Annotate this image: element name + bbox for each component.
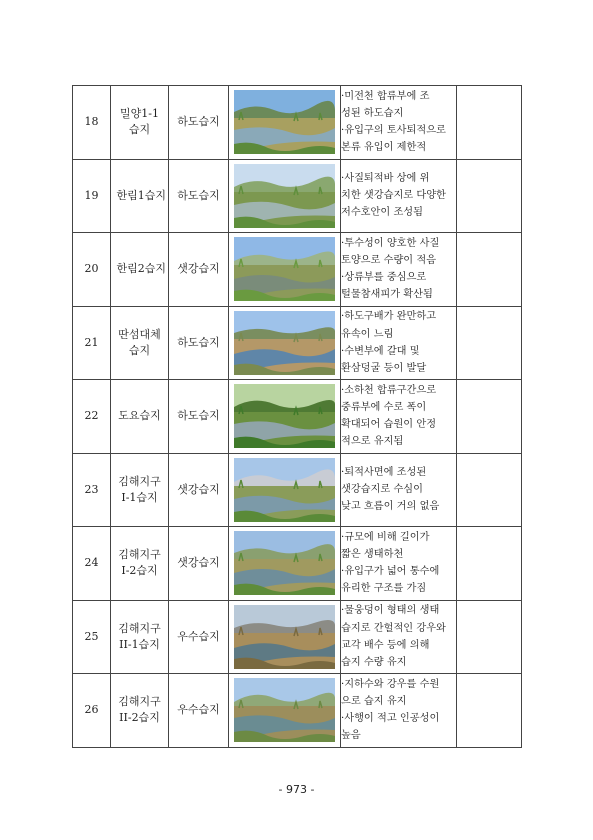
description-line: ·소하천 합류구간으로 — [341, 384, 437, 396]
wetland-name: 김해지구 I-2습지 — [118, 548, 161, 578]
description-line: 본류 유입이 제한적 — [341, 142, 427, 154]
wetland-photo — [234, 237, 335, 301]
description-line: 으로 습지 유지 — [341, 696, 407, 708]
description-line: 환삼덩굴 등이 발달 — [341, 362, 427, 374]
description-line: 샛강습지로 수심이 — [341, 484, 423, 496]
wetland-name: 한림1습지 — [116, 188, 167, 202]
description-line: 치한 샛강습지로 다양한 — [341, 190, 446, 202]
description-line: ·상류부를 중심으로 — [341, 272, 427, 284]
empty-cell — [457, 527, 522, 601]
table-row — [73, 306, 522, 380]
row-number: 20 — [73, 233, 111, 307]
row-number: 24 — [73, 527, 111, 601]
wetland-description — [341, 527, 457, 601]
description-line: ·유입구의 토사퇴적으로 — [341, 125, 446, 137]
description-line: ·미전천 합류부에 조 — [341, 90, 430, 102]
description-line: 높음 — [341, 730, 361, 742]
empty-cell — [457, 233, 522, 307]
description-line: 중류부에 수로 폭이 — [341, 402, 427, 414]
description-line: ·하도구배가 완만하고 — [341, 311, 437, 323]
wetland-description — [341, 453, 457, 527]
wetland-type: 우수습지 — [169, 674, 229, 748]
table-row — [73, 159, 522, 233]
empty-cell — [457, 600, 522, 674]
wetland-description — [341, 306, 457, 380]
wetland-description — [341, 233, 457, 307]
wetland-name: 김해지구 II-2습지 — [118, 695, 161, 725]
empty-cell — [457, 86, 522, 160]
row-number: 18 — [73, 86, 111, 160]
wetland-type: 샛강습지 — [169, 233, 229, 307]
wetland-type: 우수습지 — [169, 600, 229, 674]
wetland-photo — [234, 605, 335, 669]
description-line: ·투수성이 양호한 사질 — [341, 237, 440, 249]
wetland-photo — [234, 311, 335, 375]
table-row — [73, 674, 522, 748]
description-line: ·사질퇴적바 상에 위 — [341, 172, 430, 184]
description-line: 짧은 생태하천 — [341, 549, 404, 561]
row-number: 26 — [73, 674, 111, 748]
wetland-description — [341, 674, 457, 748]
description-line: 토양으로 수량이 적음 — [341, 255, 437, 267]
wetland-photo — [234, 678, 335, 742]
wetland-photo — [234, 384, 335, 448]
wetland-photo — [234, 531, 335, 595]
wetland-type: 하도습지 — [169, 86, 229, 160]
table-row — [73, 233, 522, 307]
wetland-type: 샛강습지 — [169, 453, 229, 527]
wetland-description — [341, 600, 457, 674]
description-line: ·유입구가 넓어 통수에 — [341, 566, 440, 578]
description-line: 낮고 흐름이 거의 없음 — [341, 501, 440, 513]
table-row — [73, 380, 522, 454]
table-row — [73, 600, 522, 674]
empty-cell — [457, 159, 522, 233]
description-line: 성된 하도습지 — [341, 108, 404, 120]
empty-cell — [457, 380, 522, 454]
description-line: 유리한 구조를 가짐 — [341, 583, 427, 595]
row-number: 25 — [73, 600, 111, 674]
description-line: ·규모에 비해 길이가 — [341, 531, 430, 543]
wetland-name: 딴섬대체 습지 — [118, 327, 161, 357]
description-line: ·수변부에 갈대 및 — [341, 345, 420, 357]
wetland-type: 하도습지 — [169, 306, 229, 380]
wetland-name: 도요습지 — [118, 409, 161, 423]
wetland-table — [72, 85, 522, 748]
description-line: 습지로 간헐적인 강우와 — [341, 622, 446, 634]
row-number: 19 — [73, 159, 111, 233]
wetland-name: 김해지구 II-1습지 — [118, 621, 161, 651]
description-line: 털물참새피가 확산됨 — [341, 289, 433, 301]
description-line: 저수호안이 조성됨 — [341, 207, 423, 219]
empty-cell — [457, 453, 522, 527]
wetland-description — [341, 159, 457, 233]
description-line: 적으로 유지됨 — [341, 436, 404, 448]
wetland-photo — [234, 164, 335, 228]
description-line: ·물웅덩이 형태의 생태 — [341, 605, 440, 617]
description-line: 습지 수량 유지 — [341, 656, 407, 668]
table-row — [73, 86, 522, 160]
wetland-description — [341, 86, 457, 160]
wetland-type: 하도습지 — [169, 159, 229, 233]
page-number: - 973 - — [278, 783, 315, 796]
description-line: 유속이 느림 — [341, 328, 394, 340]
wetland-type: 샛강습지 — [169, 527, 229, 601]
description-line: 확대되어 습원이 안정 — [341, 419, 437, 431]
description-line: ·퇴적사면에 조성된 — [341, 466, 427, 478]
row-number: 23 — [73, 453, 111, 527]
wetland-type: 하도습지 — [169, 380, 229, 454]
empty-cell — [457, 306, 522, 380]
wetland-name: 김해지구 I-1습지 — [118, 474, 161, 504]
wetland-table-body — [73, 86, 522, 748]
description-line: 교각 배수 등에 의해 — [341, 639, 430, 651]
wetland-description — [341, 380, 457, 454]
wetland-photo — [234, 90, 335, 154]
wetland-photo — [234, 458, 335, 522]
row-number: 21 — [73, 306, 111, 380]
wetland-name: 한림2습지 — [116, 262, 167, 276]
table-row — [73, 453, 522, 527]
wetland-name: 밀양1-1 습지 — [120, 107, 159, 137]
description-line: ·지하수와 강우를 수원 — [341, 678, 440, 690]
empty-cell — [457, 674, 522, 748]
description-line: ·사행이 적고 인공성이 — [341, 713, 440, 725]
table-row — [73, 527, 522, 601]
row-number: 22 — [73, 380, 111, 454]
